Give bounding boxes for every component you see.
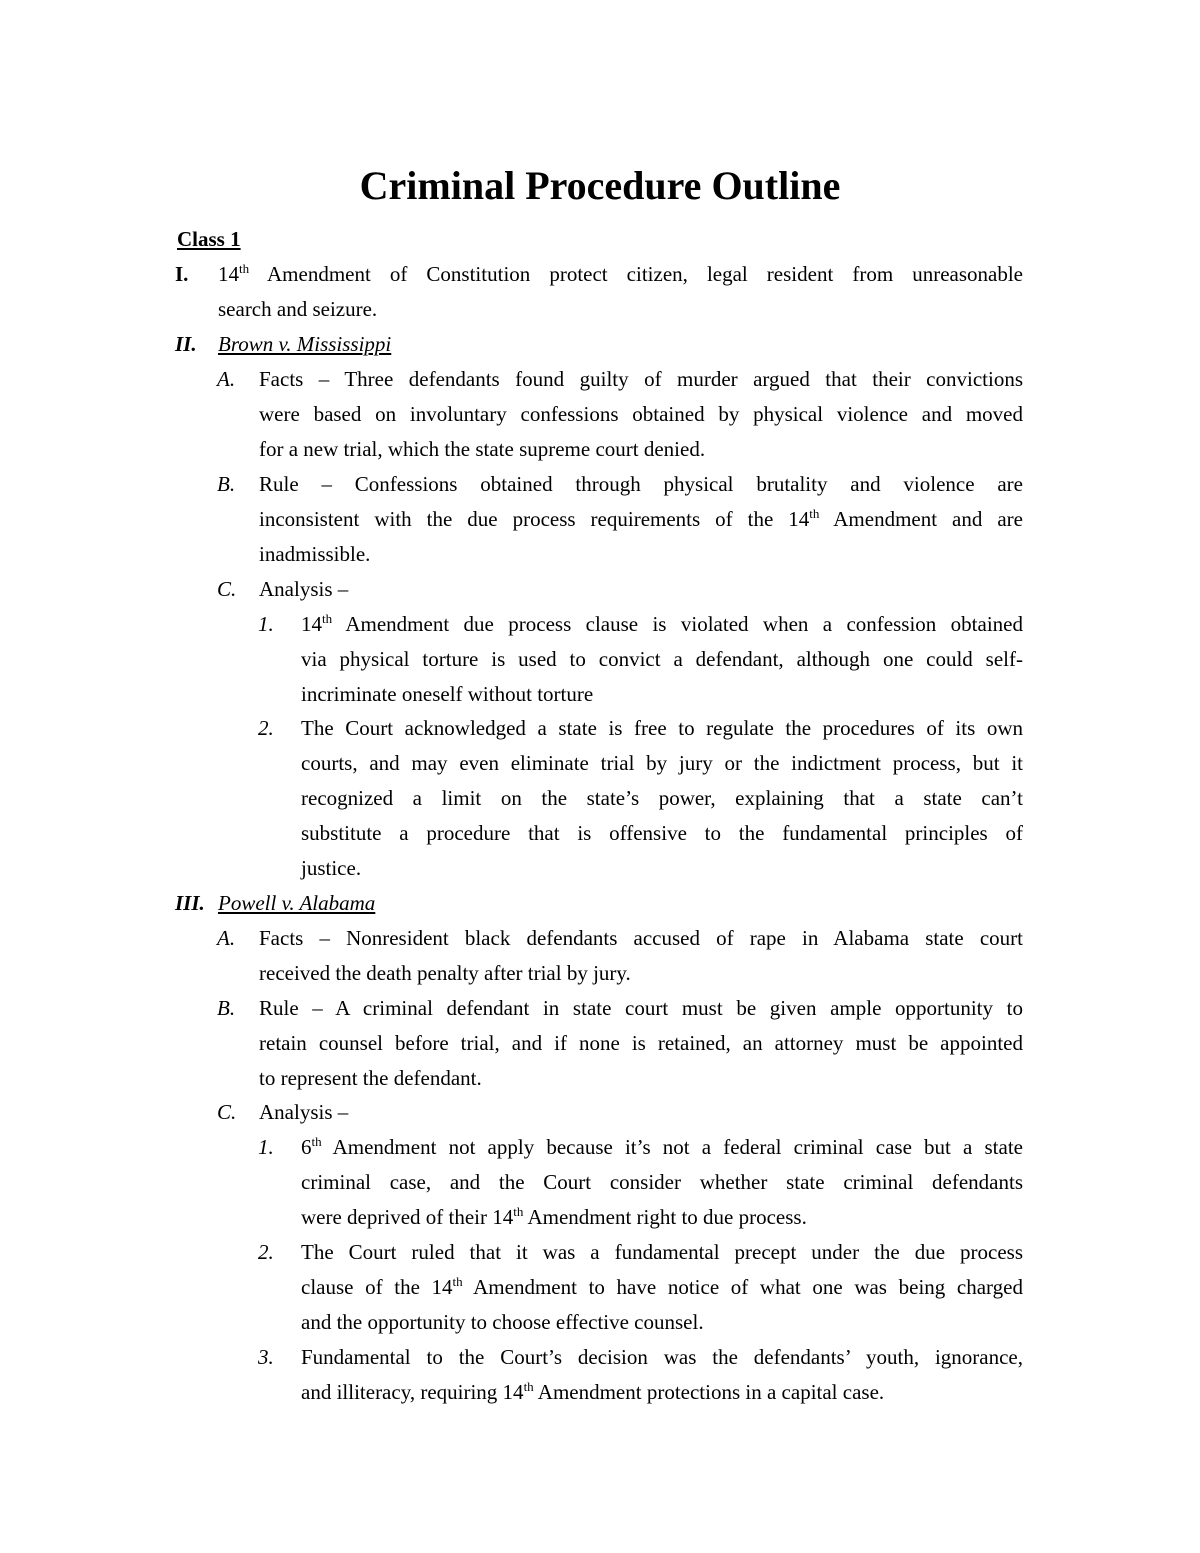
case-title-powell: Powell v. Alabama	[218, 891, 376, 915]
iii-c-3-line-2: and illiteracy, requiring 14th Amendment protections in a capital case.	[301, 1379, 885, 1404]
ii-b-line-3: inadmissible.	[259, 542, 371, 566]
item-marker-iii-c-2: 2.	[258, 1240, 274, 1264]
subsection-marker-iii-a: A.	[217, 926, 236, 950]
subsection-marker-ii-b: B.	[217, 472, 236, 496]
ii-b-line-1: Rule – Confessions obtained through physical brutality and violence are	[259, 472, 1023, 496]
ii-c-1-line-3: incriminate oneself without torture	[301, 682, 594, 706]
section-i-line-2: search and seizure.	[218, 297, 378, 321]
ii-c-2-line-4: substitute a procedure that is offensive to the fundamental principles of	[301, 821, 1023, 845]
ii-a-line-2: were based on involuntary confessions obtained by physical violence and moved	[259, 402, 1023, 426]
iii-c-2-line-2: clause of the 14th Amendment to have notice of what one was being charged	[301, 1274, 1023, 1299]
subsection-marker-iii-b: B.	[217, 996, 236, 1020]
iii-a-line-1: Facts – Nonresident black defendants accused of rape in Alabama state court	[259, 926, 1023, 950]
ii-c-2-line-5: justice.	[301, 856, 362, 880]
iii-c-2-line-3: and the opportunity to choose effective counsel.	[301, 1310, 704, 1334]
iii-a-line-2: received the death penalty after trial by jury.	[259, 961, 631, 985]
ii-c-1-line-2: via physical torture is used to convict a defendant, although one could self-	[301, 647, 1023, 671]
section-i-line-1: 14th Amendment of Constitution protect citizen, legal resident from unreasonable	[218, 261, 1023, 286]
ii-c-2-line-2: courts, and may even eliminate trial by jury or the indictment process, but it	[301, 751, 1023, 775]
iii-b-line-1: Rule – A criminal defendant in state court must be given ample opportunity to	[259, 996, 1023, 1020]
ii-c-2-line-1: The Court acknowledged a state is free to regulate the procedures of its own	[301, 716, 1023, 740]
iii-c-3-line-1: Fundamental to the Court’s decision was the defendants’ youth, ignorance,	[301, 1345, 1023, 1369]
section-marker-i: I.	[175, 262, 189, 286]
subsection-marker-ii-c: C.	[217, 577, 237, 601]
iii-c-label: Analysis –	[259, 1100, 349, 1124]
subsection-marker-ii-a: A.	[217, 367, 236, 391]
iii-b-line-3: to represent the defendant.	[259, 1066, 482, 1090]
item-marker-iii-c-1: 1.	[258, 1135, 274, 1159]
ii-a-line-3: for a new trial, which the state supreme court denied.	[259, 437, 706, 461]
section-marker-iii: III.	[175, 891, 205, 915]
iii-c-1-line-1: 6th Amendment not apply because it’s not a federal criminal case but a state	[301, 1134, 1023, 1159]
ii-a-line-1: Facts – Three defendants found guilty of murder argued that their convictions	[259, 367, 1023, 391]
item-marker-iii-c-3: 3.	[258, 1345, 274, 1369]
iii-b-line-2: retain counsel before trial, and if none is retained, an attorney must be appointed	[259, 1031, 1023, 1055]
class-heading: Class 1	[177, 227, 241, 251]
iii-c-1-line-2: criminal case, and the Court consider whether state criminal defendants	[301, 1170, 1023, 1194]
ii-c-2-line-3: recognized a limit on the state’s power, explaining that a state can’t	[301, 786, 1023, 810]
iii-c-2-line-1: The Court ruled that it was a fundamental precept under the due process	[301, 1240, 1023, 1264]
subsection-marker-iii-c: C.	[217, 1100, 237, 1124]
section-marker-ii: II.	[175, 332, 197, 356]
page-title: Criminal Procedure Outline	[359, 163, 841, 208]
iii-c-1-line-3: were deprived of their 14th Amendment right to due process.	[301, 1204, 807, 1229]
ii-c-1-line-1: 14th Amendment due process clause is violated when a confession obtained	[301, 611, 1023, 636]
item-marker-ii-c-2: 2.	[258, 716, 274, 740]
ii-b-line-2: inconsistent with the due process requirements of the 14th Amendment and are	[259, 506, 1023, 531]
case-title-brown: Brown v. Mississippi	[218, 332, 392, 356]
ii-c-label: Analysis –	[259, 577, 349, 601]
item-marker-ii-c-1: 1.	[258, 612, 274, 636]
